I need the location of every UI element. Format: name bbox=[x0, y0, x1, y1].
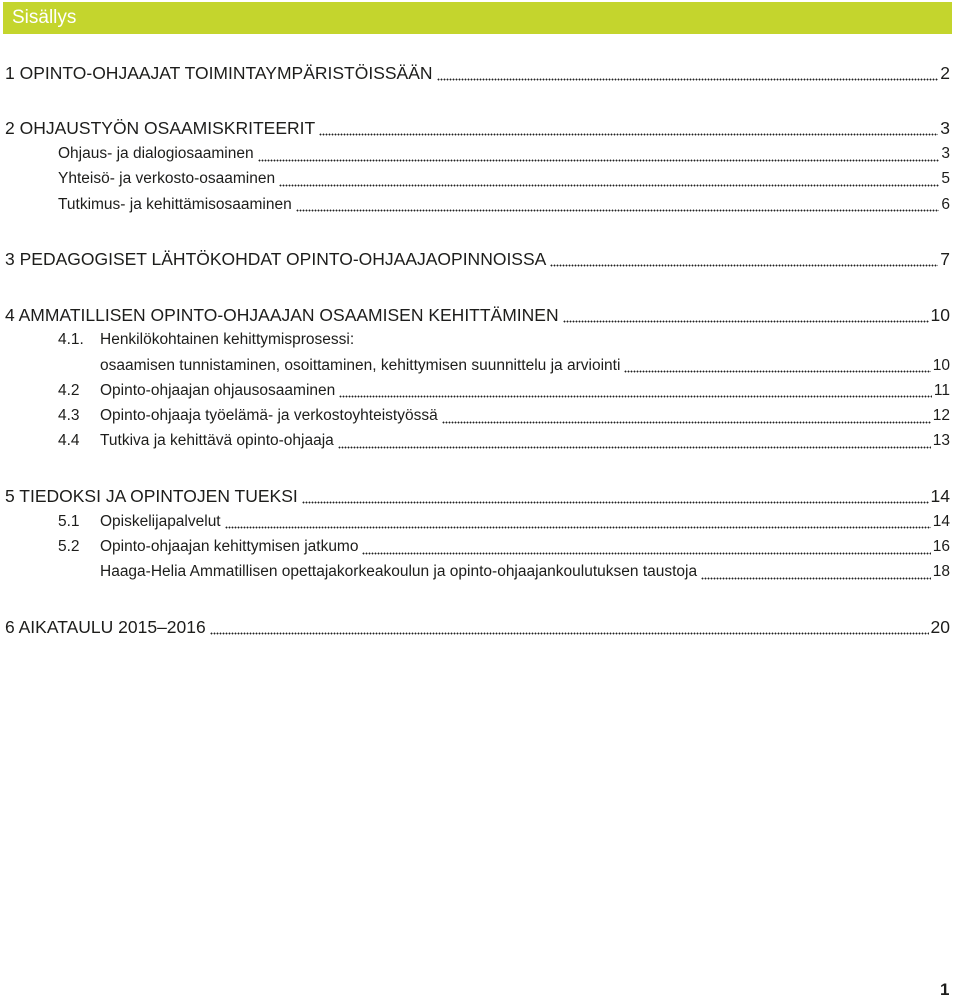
page-number: 1 bbox=[940, 980, 950, 999]
toc-page-number: 2 bbox=[940, 63, 950, 84]
toc-page-number: 12 bbox=[932, 407, 950, 425]
toc-page-number: 20 bbox=[930, 617, 950, 638]
toc-page-number: 3 bbox=[941, 145, 950, 163]
table-of-contents bbox=[5, 61, 950, 640]
toc-entry-title: 4 AMMATILLISEN OPINTO-OHJAAJAN OSAAMISEN KEHITTÄMINEN bbox=[5, 304, 559, 325]
toc-page-number: 16 bbox=[932, 538, 950, 556]
toc-subentry-title: Ohjaus- ja dialogiosaaminen bbox=[58, 145, 254, 163]
toc-subentry-title: Yhteisö- ja verkosto-osaaminen bbox=[58, 170, 276, 188]
toc-subentry-title: Henkilökohtainen kehittymisprosessi: bbox=[100, 331, 355, 349]
toc-page-number: 14 bbox=[930, 486, 950, 507]
dot-leader bbox=[624, 370, 930, 373]
toc-page-number: 18 bbox=[932, 563, 950, 581]
toc-page-number: 10 bbox=[932, 356, 950, 374]
dot-leader bbox=[563, 320, 929, 323]
dot-leader bbox=[339, 395, 932, 398]
toc-entry-chapter-6[interactable] bbox=[5, 615, 950, 640]
toc-page-number: 3 bbox=[940, 118, 950, 139]
dot-leader bbox=[362, 552, 930, 555]
toc-subentry[interactable] bbox=[5, 192, 950, 217]
dot-leader bbox=[279, 184, 939, 187]
toc-entry-chapter-5[interactable] bbox=[5, 484, 950, 509]
toc-subentry-title: Haaga-Helia Ammatillisen opettajakorkeakoulun ja opinto-ohjaajankoulutuksen taustoja bbox=[100, 563, 698, 581]
toc-subentry-title-continued: osaamisen tunnistaminen, osoittaminen, kehittymisen suunnittelu ja arviointi bbox=[100, 356, 621, 374]
dot-leader bbox=[338, 446, 931, 449]
dot-leader bbox=[701, 577, 931, 580]
toc-entry-chapter-3[interactable] bbox=[5, 247, 950, 272]
toc-page-number: 5 bbox=[941, 170, 950, 188]
dot-leader bbox=[442, 421, 931, 424]
toc-subentry[interactable] bbox=[5, 378, 950, 403]
toc-entry-title: 6 AIKATAULU 2015–2016 bbox=[5, 617, 206, 638]
toc-subentry-4-1-line-1[interactable] bbox=[5, 328, 950, 353]
toc-subentry-4-1-line-2[interactable] bbox=[5, 353, 950, 378]
toc-subentry-number: 4.2 bbox=[58, 381, 80, 399]
toc-subentry[interactable] bbox=[5, 560, 950, 585]
toc-subentry[interactable] bbox=[5, 404, 950, 429]
toc-page-number: 7 bbox=[940, 249, 950, 270]
toc-subentry-title: Tutkiva ja kehittävä opinto-ohjaaja bbox=[100, 432, 334, 450]
dot-leader bbox=[437, 78, 939, 81]
toc-entry-title: 2 OHJAUSTYÖN OSAAMISKRITEERIT bbox=[5, 118, 316, 139]
toc-entry-title: 1 OPINTO-OHJAAJAT TOIMINTAYMPÄRISTÖISSÄÄN bbox=[5, 63, 433, 84]
toc-entry-chapter-4[interactable] bbox=[5, 303, 950, 328]
toc-subentry-number: 4.4 bbox=[58, 432, 80, 450]
toc-subentry[interactable] bbox=[5, 509, 950, 534]
toc-entry-title: 3 PEDAGOGISET LÄHTÖKOHDAT OPINTO-OHJAAJAOPINNOISSA bbox=[5, 249, 547, 270]
dot-leader bbox=[319, 133, 938, 136]
dot-leader bbox=[210, 632, 929, 635]
dot-leader bbox=[302, 501, 929, 504]
toc-page-number: 10 bbox=[930, 304, 950, 325]
toc-subentry-title: Tutkimus- ja kehittämisosaaminen bbox=[58, 195, 292, 213]
dot-leader bbox=[258, 159, 940, 162]
toc-page-number: 13 bbox=[932, 432, 950, 450]
dot-leader bbox=[296, 209, 940, 212]
toc-subentry[interactable] bbox=[5, 429, 950, 454]
toc-subentry-number: 4.1. bbox=[58, 331, 84, 349]
toc-subentry-number: 4.3 bbox=[58, 407, 80, 425]
toc-subentry-number: 5.2 bbox=[58, 538, 80, 556]
dot-leader bbox=[550, 264, 938, 267]
toc-subentry[interactable] bbox=[5, 535, 950, 560]
toc-page-number: 6 bbox=[941, 195, 950, 213]
dot-leader bbox=[225, 526, 931, 529]
toc-subentry-title: Opiskelijapalvelut bbox=[100, 512, 221, 530]
toc-entry-chapter-2[interactable] bbox=[5, 116, 950, 141]
page-title: Sisällys bbox=[12, 7, 77, 28]
toc-subentry[interactable] bbox=[5, 167, 950, 192]
toc-page-number: 14 bbox=[932, 512, 950, 530]
toc-entry-chapter-1[interactable] bbox=[5, 61, 950, 86]
toc-subentry-number: 5.1 bbox=[58, 512, 80, 530]
toc-subentry-title: Opinto-ohjaajan kehittymisen jatkumo bbox=[100, 538, 359, 556]
header-bar bbox=[3, 2, 952, 34]
toc-subentry-title: Opinto-ohjaajan ohjausosaaminen bbox=[100, 381, 336, 399]
toc-entry-title: 5 TIEDOKSI JA OPINTOJEN TUEKSI bbox=[5, 486, 298, 507]
toc-subentry[interactable] bbox=[5, 142, 950, 167]
toc-subentry-title: Opinto-ohjaaja työelämä- ja verkostoyhteistyössä bbox=[100, 407, 438, 425]
toc-page-number: 11 bbox=[933, 381, 950, 399]
